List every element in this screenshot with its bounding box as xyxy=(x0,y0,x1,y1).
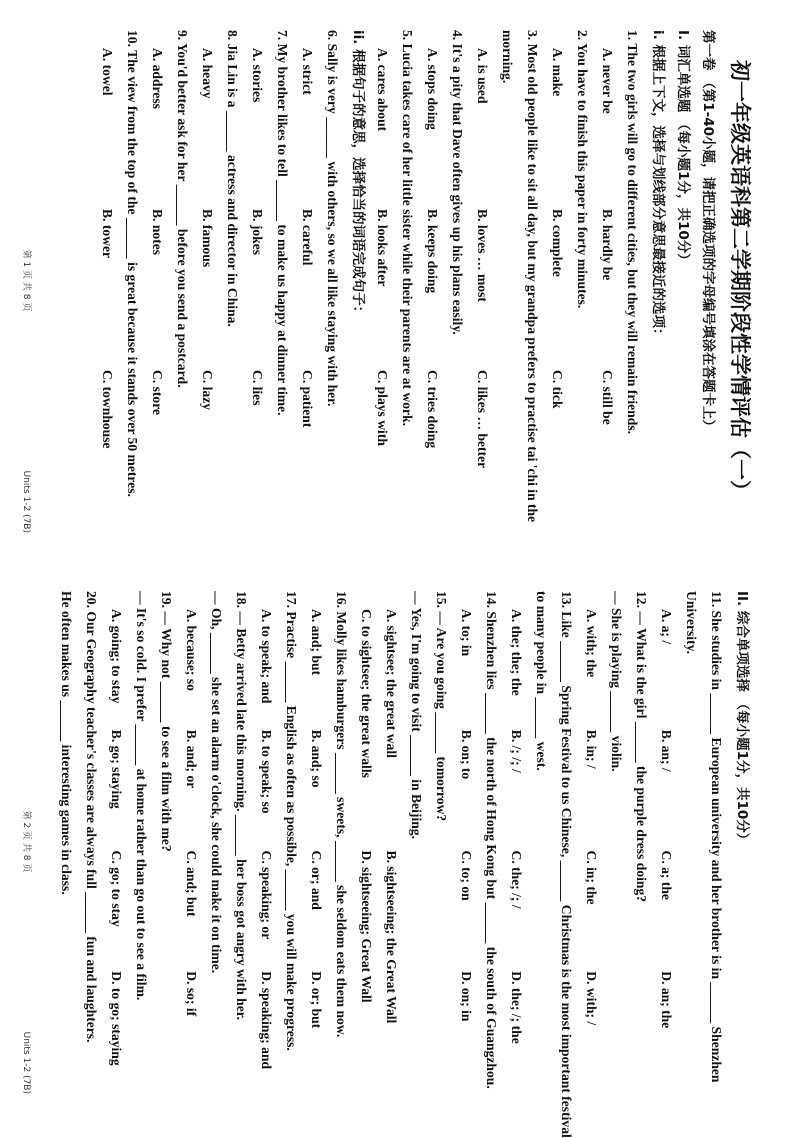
question-stem: 9. You'd better ask for her ______ before you send a postcard. xyxy=(175,30,190,388)
answer-option[interactable]: D. sightseeing; Great Wall xyxy=(359,850,374,1003)
question-options xyxy=(254,591,279,1092)
question-options xyxy=(104,591,129,1092)
answer-option[interactable]: D. so; if xyxy=(184,971,199,1017)
question-stem: 10. The view from the top of the ______ is great because it stands over 50 metres. xyxy=(125,30,140,497)
answer-option[interactable]: B. jokes xyxy=(250,209,265,256)
question-stem: 16. Molly likes hamburgers ______ sweets, ______ she seldom eats them now. xyxy=(334,591,349,1038)
question-stem: 17. Practise ______ English as often as possible, ______ you will make progress. xyxy=(284,591,299,1051)
question-stem: 7. My brother likes to tell ______ to make us happy at dinner time. xyxy=(275,30,290,416)
answer-option[interactable]: A. heavy xyxy=(200,48,215,99)
question-options xyxy=(470,30,495,531)
page-1-footer xyxy=(16,0,30,561)
answer-option[interactable]: A. to speak; and xyxy=(259,609,274,704)
answer-option[interactable]: C. townhouse xyxy=(100,370,115,449)
answer-option[interactable]: A. to; in xyxy=(459,609,474,657)
answer-option[interactable]: A. stops doing xyxy=(425,48,440,130)
answer-option[interactable]: A. going; to stay xyxy=(109,609,124,704)
question-options xyxy=(504,591,529,1092)
unit-label: Units 1-2 (7B) xyxy=(21,1031,31,1094)
answer-option[interactable]: D. on; in xyxy=(459,971,474,1022)
question-options xyxy=(454,591,479,1092)
page-2 xyxy=(0,561,794,1138)
answer-option[interactable]: C. tries doing xyxy=(425,370,440,449)
question-options xyxy=(304,591,329,1092)
answer-option[interactable]: C. store xyxy=(150,370,165,416)
answer-option[interactable]: B. careful xyxy=(300,209,315,266)
answer-option[interactable]: C. likes … better xyxy=(475,370,490,469)
question-stem: — Yes, I'm going to visit ______ in Beijing. xyxy=(409,591,424,839)
answer-option[interactable]: C. a; the xyxy=(659,850,674,900)
question-options xyxy=(245,30,270,531)
question-options xyxy=(420,30,445,531)
question-stem: He often makes us ______ interesting games in class. xyxy=(59,591,74,895)
question-stem: to many people in ______ west. xyxy=(534,591,549,771)
question-stem: 14. Shenzhen lies ______ the north of Hong Kong but ______ the south of Guangzhou. xyxy=(484,591,499,1089)
answer-option[interactable]: B. keeps doing xyxy=(425,209,440,294)
answer-option[interactable]: C. to; on xyxy=(459,850,474,901)
answer-option[interactable]: B. loves … most xyxy=(475,209,490,302)
page-1 xyxy=(0,0,794,561)
answer-option[interactable]: A. is used xyxy=(475,48,490,104)
page-number: 第 2 页 共 8 页 xyxy=(21,810,31,873)
answer-option[interactable]: A. stories xyxy=(250,48,265,103)
answer-option[interactable]: B. to speak; so xyxy=(259,729,274,814)
answer-option[interactable]: A. cares about xyxy=(375,48,390,132)
answer-option[interactable]: C. plays with xyxy=(375,370,390,446)
answer-option[interactable]: C. or; and xyxy=(309,850,324,910)
answer-option[interactable]: A. towel xyxy=(100,48,115,96)
answer-option[interactable]: B. complete xyxy=(550,209,565,277)
question-stem: 3. Most old people like to sit all day, but my grandpa prefers to practise tai 'chi in the xyxy=(525,30,540,523)
question-stem: — Oh, ______ she set an alarm o'clock, she could make it on time. xyxy=(209,591,224,974)
question-options xyxy=(595,30,620,531)
page-2-footer xyxy=(16,561,30,1122)
answer-option[interactable]: C. lazy xyxy=(200,370,215,411)
question-stem: 13. Like ______ Spring Festival to us Chinese, ______ Christmas is the most important festival xyxy=(559,591,574,1138)
answer-option[interactable]: B. famous xyxy=(200,209,215,268)
answer-option[interactable]: A. never be xyxy=(600,48,615,114)
question-options xyxy=(95,30,120,531)
question-options xyxy=(179,591,204,1092)
question-stem: — It's so cold. I prefer ______ at home rather than go out to see a film. xyxy=(134,591,149,1001)
answer-option[interactable]: C. to sightsee; the great walls xyxy=(359,609,374,778)
answer-option[interactable]: C. go; to stay xyxy=(109,850,124,927)
answer-option[interactable]: A. strict xyxy=(300,48,315,95)
answer-option[interactable]: C. the; /; / xyxy=(509,850,524,909)
answer-option[interactable]: C. tick xyxy=(550,370,565,409)
answer-option[interactable]: C. speaking; or xyxy=(259,850,274,940)
question-stem: University. xyxy=(684,591,699,655)
question-options xyxy=(379,591,404,1092)
section-1-heading: I. 词汇单选题 （每小题1分，共10分） xyxy=(675,30,691,267)
answer-option[interactable]: B. looks after xyxy=(375,209,390,287)
answer-option[interactable]: A. sightsee; the great wall xyxy=(384,609,399,758)
question-stem: 1. The two girls will go to different cities, but they will remain friends. xyxy=(625,30,640,435)
answer-option[interactable]: B. tower xyxy=(100,209,115,259)
answer-option[interactable]: A. make xyxy=(550,48,565,97)
answer-option[interactable]: B. sightseeing; the Great Wall xyxy=(384,850,399,1024)
answer-option[interactable]: B. and; so xyxy=(309,729,324,788)
answer-option[interactable]: A. address xyxy=(150,48,165,109)
question-stem: — She is playing ______ violin. xyxy=(609,591,624,772)
volume-note: 第一卷 （第1-40小题，请把正确选项的字母编号填涂在答题卡上） xyxy=(700,30,716,433)
question-stem: 12. — What is the girl ______ the purple dress doing? xyxy=(634,591,649,903)
answer-option[interactable]: A. the; the; the xyxy=(509,609,524,696)
answer-option[interactable]: C. and; but xyxy=(184,850,199,917)
question-stem: 6. Sally is very ______ with others, so we all like staying with her. xyxy=(325,30,340,407)
answer-option[interactable]: A. with; the xyxy=(584,609,599,678)
question-stem: 20. Our Geography teacher's classes are always full ______ fun and laughters. xyxy=(84,591,99,1043)
answer-option[interactable]: B. go; staying xyxy=(109,729,124,809)
answer-option[interactable]: D. to go; staying xyxy=(109,971,124,1066)
page-title: 初一年级英语科第二学期阶段性学情评估（一） xyxy=(728,60,752,501)
page-number: 第 1 页 共 8 页 xyxy=(21,249,31,312)
answer-option[interactable]: B. on; to xyxy=(459,729,474,780)
question-options xyxy=(145,30,170,531)
answer-option[interactable]: A. a; / xyxy=(659,609,674,645)
question-options xyxy=(354,591,379,1092)
question-options xyxy=(295,30,320,531)
unit-label: Units 1-2 (7B) xyxy=(21,470,31,533)
answer-option[interactable]: B. notes xyxy=(150,209,165,256)
section-1-sub-i: i. 根据上下文，选择与划线部分意思最接近的选项： xyxy=(650,30,666,342)
answer-option[interactable]: C. patient xyxy=(300,370,315,428)
answer-option[interactable]: D. with; / xyxy=(584,971,599,1026)
question-stem: 5. Lucia takes care of her little sister while their parents are at work. xyxy=(400,30,415,427)
answer-option[interactable]: C. still be xyxy=(600,370,615,425)
question-stem: 2. You have to finish this paper in forty minutes. xyxy=(575,30,590,309)
answer-option[interactable]: A. because; so xyxy=(184,609,199,691)
answer-option[interactable]: B. an; / xyxy=(659,729,674,772)
question-stem: 19. — Why not ______ to see a film with me? xyxy=(159,591,174,852)
question-options xyxy=(195,30,220,531)
question-options xyxy=(654,591,679,1092)
answer-option[interactable]: D. speaking; and xyxy=(259,971,274,1070)
section-1-sub-ii: ii. 根据句子的意思，选择恰当的词语完成句子： xyxy=(350,30,366,320)
answer-option[interactable]: A. and; but xyxy=(309,609,324,676)
question-options xyxy=(579,591,604,1092)
answer-option[interactable]: D. or; but xyxy=(309,971,324,1029)
question-options xyxy=(545,30,570,531)
question-options xyxy=(370,30,395,531)
question-stem: 8. Jia Lin is a ______ actress and director in China. xyxy=(225,30,240,327)
question-stem: 18. — Betty arrived late this morning. ______ her boss got angry with her. xyxy=(234,591,249,1020)
question-stem: 11. She studies in ______ European university and her brother is in ______ Shenzhen xyxy=(709,591,724,1083)
question-stem: 15. — Are you going ______ tomorrow? xyxy=(434,591,449,822)
question-stem: 4. It's a pity that Dave often gives up his plans easily. xyxy=(450,30,465,335)
answer-option[interactable]: D. an; the xyxy=(659,971,674,1029)
answer-option[interactable]: B. /; /; / xyxy=(509,729,524,773)
answer-option[interactable]: B. and; or xyxy=(184,729,199,789)
answer-option[interactable]: C. in; the xyxy=(584,850,599,905)
section-2-heading: II. 综合单项选择 （每小题1分，共10分） xyxy=(734,591,750,847)
answer-option[interactable]: B. hardly be xyxy=(600,209,615,281)
question-stem-cont: morning. xyxy=(500,30,515,84)
answer-option[interactable]: C. lies xyxy=(250,370,265,406)
answer-option[interactable]: D. the; /; the xyxy=(509,971,524,1044)
answer-option[interactable]: B. in; / xyxy=(584,729,599,769)
